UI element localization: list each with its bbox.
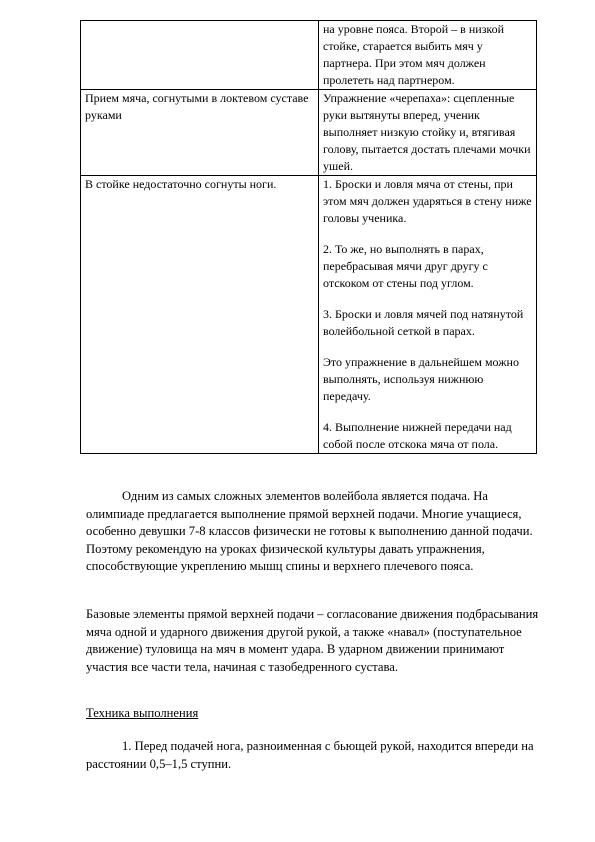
section-heading: Техника выполнения xyxy=(86,706,199,720)
error-cell xyxy=(81,21,319,90)
exercise-item: 2. То же, но выполнять в парах, перебрасывая мячи друг другу с отскоком от стены под углом. xyxy=(323,242,488,290)
exercise-cell: на уровне пояса. Второй – в низкой стойке, старается выбить мяч у партнера. При этом мяч должен пролететь над партнером. xyxy=(319,21,537,90)
error-cell: Прием мяча, согнутыми в локтевом суставе руками xyxy=(81,90,319,176)
exercise-item: 3. Броски и ловля мячей под натянутой волейбольной сеткой в парах. xyxy=(323,307,524,338)
exercise-table xyxy=(80,20,537,454)
paragraph-serve-elements: Базовые элементы прямой верхней подачи – согласование движения подбрасывания мяча одной и ударного движения другой рукой, а также «навал» (поступательное движение) туловища на мяч в момент удара. В ударном движении принимают участия все части тела, начиная с тазобедренного сустава. xyxy=(86,607,539,674)
table-row xyxy=(81,176,537,454)
error-cell: В стойке недостаточно согнуты ноги. xyxy=(81,176,319,454)
table-row xyxy=(81,90,537,176)
exercise-item: 1. Броски и ловля мяча от стены, при этом мяч должен ударяться в стену ниже головы ученика. xyxy=(323,177,532,225)
exercise-cell: Упражнение «черепаха»: сцепленные руки вытянуты вперед, ученик выполняет низкую стойку и, втягивая голову, пытается достать плечами мочки ушей. xyxy=(319,90,537,176)
paragraph-technique-step: 1. Перед подачей нога, разноименная с бьющей рукой, находится впереди на расстоянии 0,5–1,5 ступни. xyxy=(86,739,534,771)
exercise-item: Это упражнение в дальнейшем можно выполнять, используя нижнюю передачу. xyxy=(323,355,519,403)
table-row xyxy=(81,21,537,90)
exercise-cell xyxy=(319,176,537,454)
paragraph-serve-intro: Одним из самых сложных элементов волейбола является подача. На олимпиаде предлагается выполнение прямой верхней подачи. Многие учащиеся, особенно девушки 7-8 классов физически не готовы к выполнению данной подачи. Поэтому рекомендую на уроках физической культуры давать упражнения, способствующие укреплению мышц спины и верхнего плечевого пояса. xyxy=(86,489,533,573)
exercise-item: 4. Выполнение нижней передачи над собой после отскока мяча от пола. xyxy=(323,420,512,451)
